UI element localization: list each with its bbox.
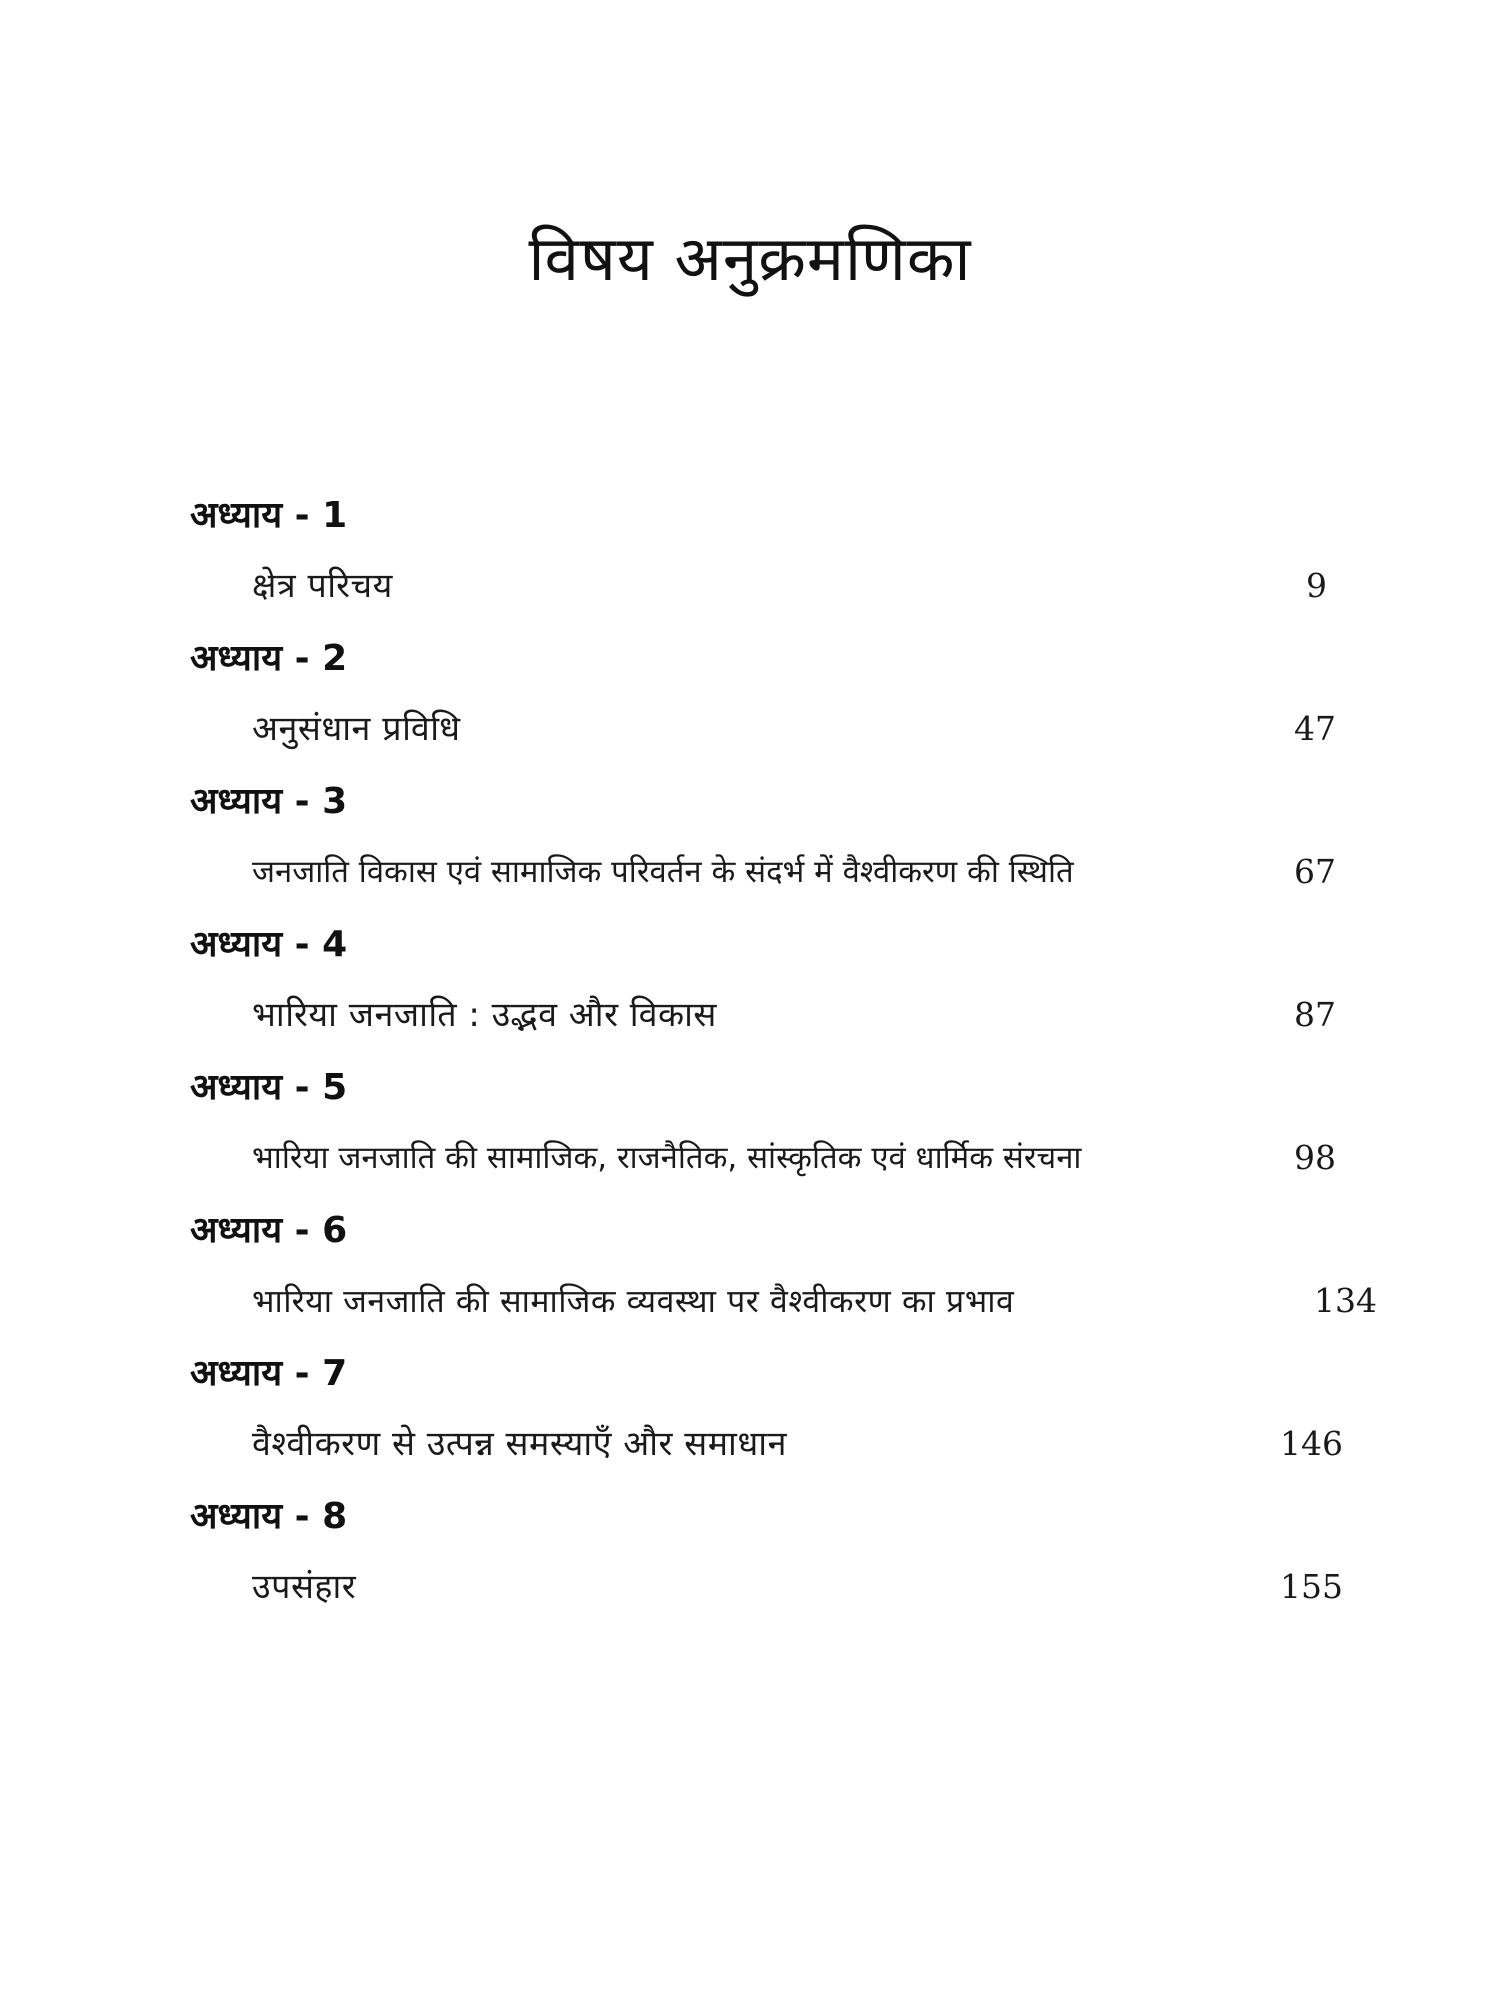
toc-chapter-5	[190, 1062, 1360, 1205]
page-number: 87	[1294, 995, 1336, 1034]
chapter-title: भारिया जनजाति : उद्भव और विकास	[252, 995, 717, 1035]
toc-entry	[252, 1130, 1360, 1186]
chapter-heading: अध्याय - 2	[190, 638, 348, 679]
chapter-title: क्षेत्र परिचय	[252, 566, 393, 606]
toc-entry	[252, 1559, 1360, 1615]
toc-entry	[252, 987, 1360, 1043]
chapter-title: अनुसंधान प्रविधि	[252, 709, 461, 749]
page-number: 67	[1294, 852, 1336, 891]
toc-chapter-8	[190, 1491, 1360, 1634]
chapter-title: जनजाति विकास एवं सामाजिक परिवर्तन के संदर्भ में वैश्वीकरण की स्थिति	[252, 854, 1074, 890]
toc-entry	[252, 844, 1360, 900]
toc-entry	[252, 1273, 1377, 1329]
chapter-heading: अध्याय - 8	[190, 1496, 348, 1537]
toc-chapter-2	[190, 633, 1360, 776]
chapter-title: उपसंहार	[252, 1567, 357, 1607]
toc-chapter-4	[190, 919, 1360, 1062]
toc-entry	[252, 558, 1360, 614]
table-of-contents	[190, 490, 1377, 1634]
chapter-heading: अध्याय - 7	[190, 1353, 348, 1394]
toc-chapter-6	[190, 1205, 1377, 1348]
toc-chapter-1	[190, 490, 1360, 633]
chapter-title: भारिया जनजाति की सामाजिक व्यवस्था पर वैश्वीकरण का प्रभाव	[252, 1282, 1015, 1320]
page-number: 98	[1294, 1138, 1336, 1177]
page-title: विषय अनुक्रमणिका	[528, 222, 972, 295]
toc-entry	[252, 701, 1360, 757]
chapter-title: वैश्वीकरण से उत्पन्न समस्याएँ और समाधान	[252, 1424, 787, 1464]
chapter-heading: अध्याय - 6	[190, 1210, 348, 1251]
page-number: 146	[1280, 1424, 1343, 1463]
chapter-title: भारिया जनजाति की सामाजिक, राजनैतिक, सांस्कृतिक एवं धार्मिक संरचना	[252, 1140, 1082, 1176]
chapter-heading: अध्याय - 1	[190, 495, 348, 536]
chapter-heading: अध्याय - 4	[190, 924, 348, 965]
page-number: 134	[1314, 1281, 1377, 1320]
toc-chapter-7	[190, 1348, 1360, 1491]
toc-entry	[252, 1416, 1360, 1472]
page-number: 47	[1294, 709, 1336, 748]
toc-chapter-3	[190, 776, 1360, 919]
page-number: 9	[1306, 566, 1327, 605]
chapter-heading: अध्याय - 5	[190, 1067, 348, 1108]
chapter-heading: अध्याय - 3	[190, 781, 348, 822]
page-number: 155	[1280, 1567, 1343, 1606]
